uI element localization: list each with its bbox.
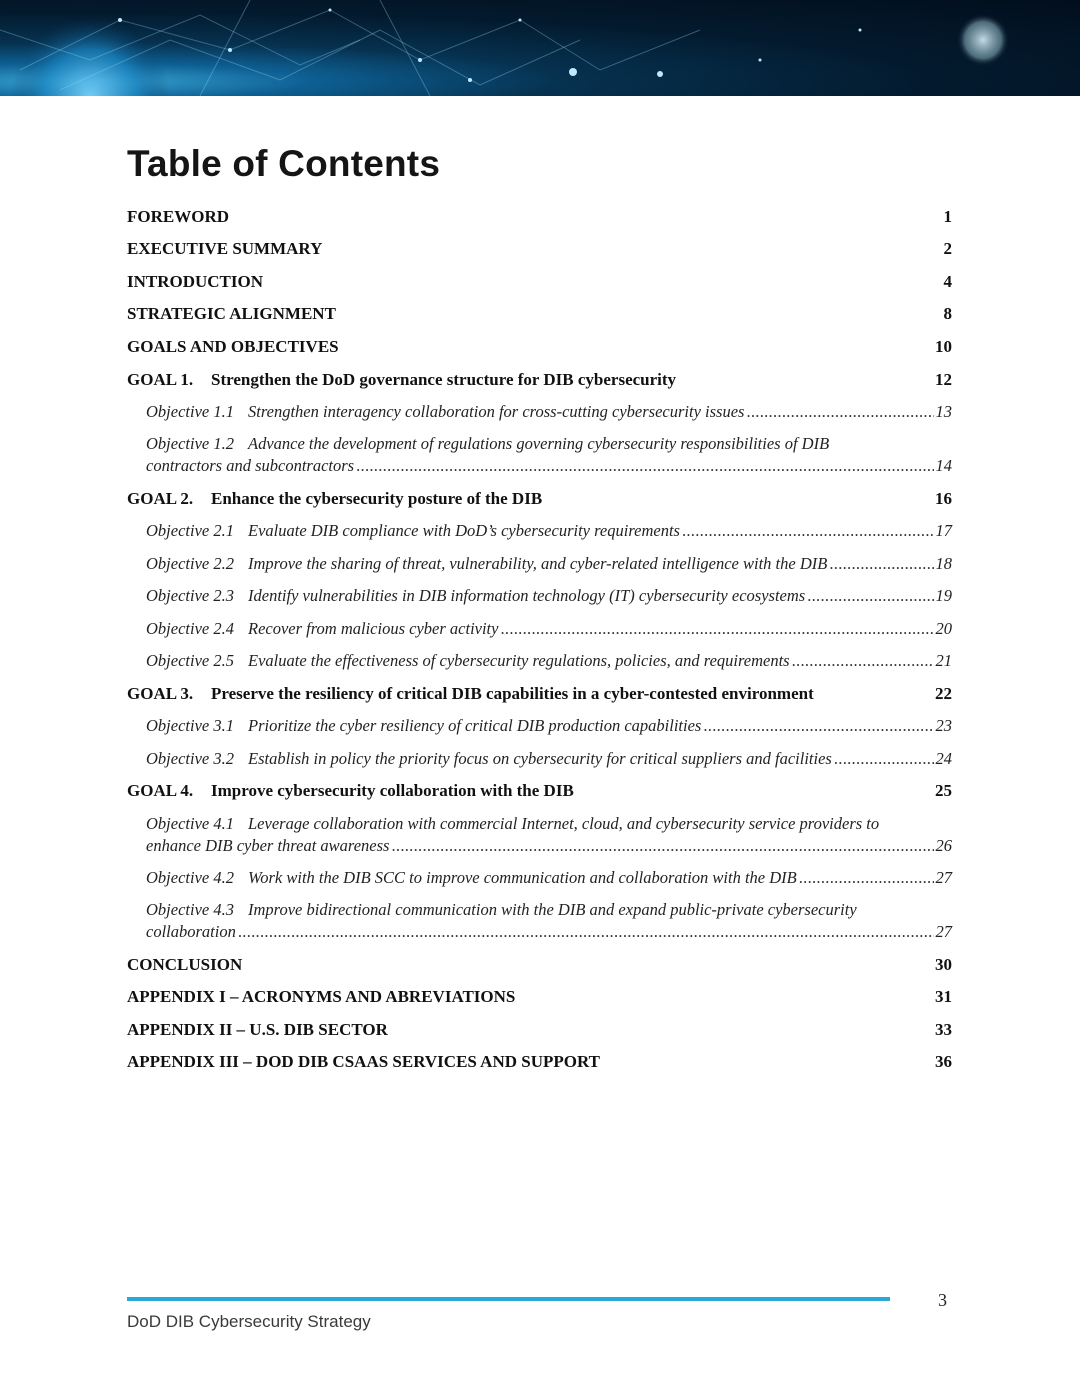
objective-label-continued: enhance DIB cyber threat awareness	[146, 836, 390, 855]
toc-entry-page: 16	[935, 489, 952, 508]
toc-entry-page: 12	[935, 370, 952, 389]
objective-label: Leverage collaboration with commercial Internet, cloud, and cybersecurity service providers to	[248, 814, 880, 833]
toc-entry-page: 21	[935, 651, 952, 670]
toc-entry-page: 27	[935, 922, 952, 941]
objective-label: Evaluate the effectiveness of cybersecurity regulations, policies, and requirements	[248, 651, 790, 670]
toc-entry-label: APPENDIX I – ACRONYMS AND ABREVIATIONS	[127, 987, 516, 1006]
toc-entry-label: APPENDIX III – DOD DIB CSAAS SERVICES AND SUPPORT	[127, 1052, 600, 1071]
dot-leader	[799, 867, 934, 889]
footer-rule	[127, 1297, 890, 1301]
dot-leader	[746, 401, 933, 423]
objective-number: Objective 2.2	[146, 554, 234, 573]
toc-entry-page: 25	[935, 781, 952, 800]
toc-objective-4-2[interactable]	[146, 867, 952, 889]
dot-leader	[807, 585, 933, 607]
toc-entry-page: 1	[943, 207, 952, 226]
toc-entry-label: FOREWORD	[127, 207, 229, 226]
objective-label: Work with the DIB SCC to improve communication and collaboration with the DIB	[248, 868, 797, 887]
dot-leader	[238, 921, 934, 943]
dot-leader	[356, 455, 933, 477]
toc-entry-appendix-2[interactable]	[127, 1019, 952, 1041]
toc-entry-label: CONCLUSION	[127, 955, 243, 974]
objective-label-continued: contractors and subcontractors	[146, 456, 355, 475]
toc-objective-2-1[interactable]	[146, 520, 952, 542]
toc-entry-page: 2	[943, 239, 952, 258]
toc-entry-page: 10	[935, 337, 952, 356]
toc-objective-2-2[interactable]	[146, 553, 952, 575]
toc-entry-page: 27	[935, 868, 952, 887]
objective-number: Objective 4.1	[146, 814, 234, 833]
toc-entry-page: 23	[935, 716, 952, 735]
toc-entry-page: 13	[935, 402, 952, 421]
toc-entry-page: 19	[935, 586, 952, 605]
objective-number: Objective 1.1	[146, 402, 234, 421]
toc-objective-4-1[interactable]	[146, 813, 952, 857]
toc-objective-2-3[interactable]	[146, 585, 952, 607]
objective-number: Objective 4.3	[146, 900, 234, 919]
dot-leader	[834, 748, 934, 770]
dot-leader	[703, 715, 933, 737]
goal-number: GOAL 2.	[127, 489, 194, 508]
toc-objective-1-1[interactable]	[146, 401, 952, 423]
goal-number: GOAL 3.	[127, 684, 194, 703]
dot-leader	[500, 618, 933, 640]
objective-number: Objective 2.1	[146, 521, 234, 540]
objective-number: Objective 2.4	[146, 619, 234, 638]
objective-label: Evaluate DIB compliance with DoD’s cybersecurity requirements	[248, 521, 680, 540]
toc-entry-introduction[interactable]	[127, 271, 952, 293]
toc-objective-3-2[interactable]	[146, 748, 952, 770]
toc-entry-goals-and-objectives[interactable]	[127, 336, 952, 358]
toc-entry-page: 14	[935, 456, 952, 475]
objective-number: Objective 2.3	[146, 586, 234, 605]
objective-label: Recover from malicious cyber activity	[248, 619, 499, 638]
page-number: 3	[938, 1290, 947, 1310]
page-title: Table of Contents	[127, 143, 441, 184]
toc-entry-appendix-3[interactable]	[127, 1051, 952, 1073]
toc-entry-strategic-alignment[interactable]	[127, 303, 952, 325]
toc-goal-1[interactable]	[127, 369, 952, 391]
objective-label: Improve the sharing of threat, vulnerability, and cyber-related intelligence with the DIB	[248, 554, 828, 573]
toc-objective-2-4[interactable]	[146, 618, 952, 640]
toc-goal-4[interactable]	[127, 780, 952, 802]
goal-number: GOAL 1.	[127, 370, 194, 389]
toc-entry-page: 30	[935, 955, 952, 974]
objective-number: Objective 1.2	[146, 434, 234, 453]
toc-goal-2[interactable]	[127, 488, 952, 510]
toc-entry-page: 26	[935, 836, 952, 855]
objective-label: Identify vulnerabilities in DIB information technology (IT) cybersecurity ecosystems	[248, 586, 806, 605]
dot-leader	[391, 835, 933, 857]
goal-number: GOAL 4.	[127, 781, 194, 800]
toc-entry-label: INTRODUCTION	[127, 272, 264, 291]
objective-label: Prioritize the cyber resiliency of critical DIB production capabilities	[248, 716, 702, 735]
toc-entry-executive-summary[interactable]	[127, 238, 952, 260]
objective-label: Improve bidirectional communication with the DIB and expand public-private cybersecurity	[248, 900, 857, 919]
toc-entry-page: 4	[943, 272, 952, 291]
objective-number: Objective 4.2	[146, 868, 234, 887]
toc-goal-3[interactable]	[127, 683, 952, 705]
toc-entry-page: 20	[935, 619, 952, 638]
toc-objective-3-1[interactable]	[146, 715, 952, 737]
toc-entry-label: STRATEGIC ALIGNMENT	[127, 304, 336, 323]
objective-label: Advance the development of regulations governing cybersecurity responsibilities of DIB	[248, 434, 830, 453]
objective-number: Objective 3.2	[146, 749, 234, 768]
toc-entry-page: 22	[935, 684, 952, 703]
toc-entry-page: 24	[935, 749, 952, 768]
goal-label: Preserve the resiliency of critical DIB capabilities in a cyber-contested environment	[211, 684, 814, 703]
toc-entry-page: 18	[935, 554, 952, 573]
toc-entry-page: 31	[935, 987, 952, 1006]
dot-leader	[682, 520, 934, 542]
goal-label: Improve cybersecurity collaboration with the DIB	[211, 781, 574, 800]
toc-entry-page: 33	[935, 1020, 952, 1039]
goal-label: Strengthen the DoD governance structure for DIB cybersecurity	[211, 370, 677, 389]
toc-entry-page: 17	[935, 521, 952, 540]
objective-label: Strengthen interagency collaboration for cross-cutting cybersecurity issues	[248, 402, 745, 421]
toc-objective-2-5[interactable]	[146, 650, 952, 672]
toc-entry-label: GOALS AND OBJECTIVES	[127, 337, 339, 356]
objective-number: Objective 2.5	[146, 651, 234, 670]
goal-label: Enhance the cybersecurity posture of the DIB	[211, 489, 543, 508]
objective-label-continued: collaboration	[146, 922, 236, 941]
footer-document-title: DoD DIB Cybersecurity Strategy	[127, 1312, 371, 1331]
toc-entry-label: APPENDIX II – U.S. DIB SECTOR	[127, 1020, 388, 1039]
toc-objective-4-3[interactable]	[146, 899, 952, 943]
objective-number: Objective 3.1	[146, 716, 234, 735]
toc-entry-foreword[interactable]	[127, 206, 952, 228]
toc-entry-page: 8	[943, 304, 952, 323]
toc-objective-1-2[interactable]	[146, 433, 952, 477]
dot-leader	[792, 650, 934, 672]
toc-entry-conclusion[interactable]	[127, 954, 952, 976]
toc-entry-label: EXECUTIVE SUMMARY	[127, 239, 323, 258]
objective-label: Establish in policy the priority focus on cybersecurity for critical suppliers and facilities	[248, 749, 832, 768]
toc-entry-page: 36	[935, 1052, 952, 1071]
dot-leader	[829, 553, 933, 575]
toc-entry-appendix-1[interactable]	[127, 986, 952, 1008]
